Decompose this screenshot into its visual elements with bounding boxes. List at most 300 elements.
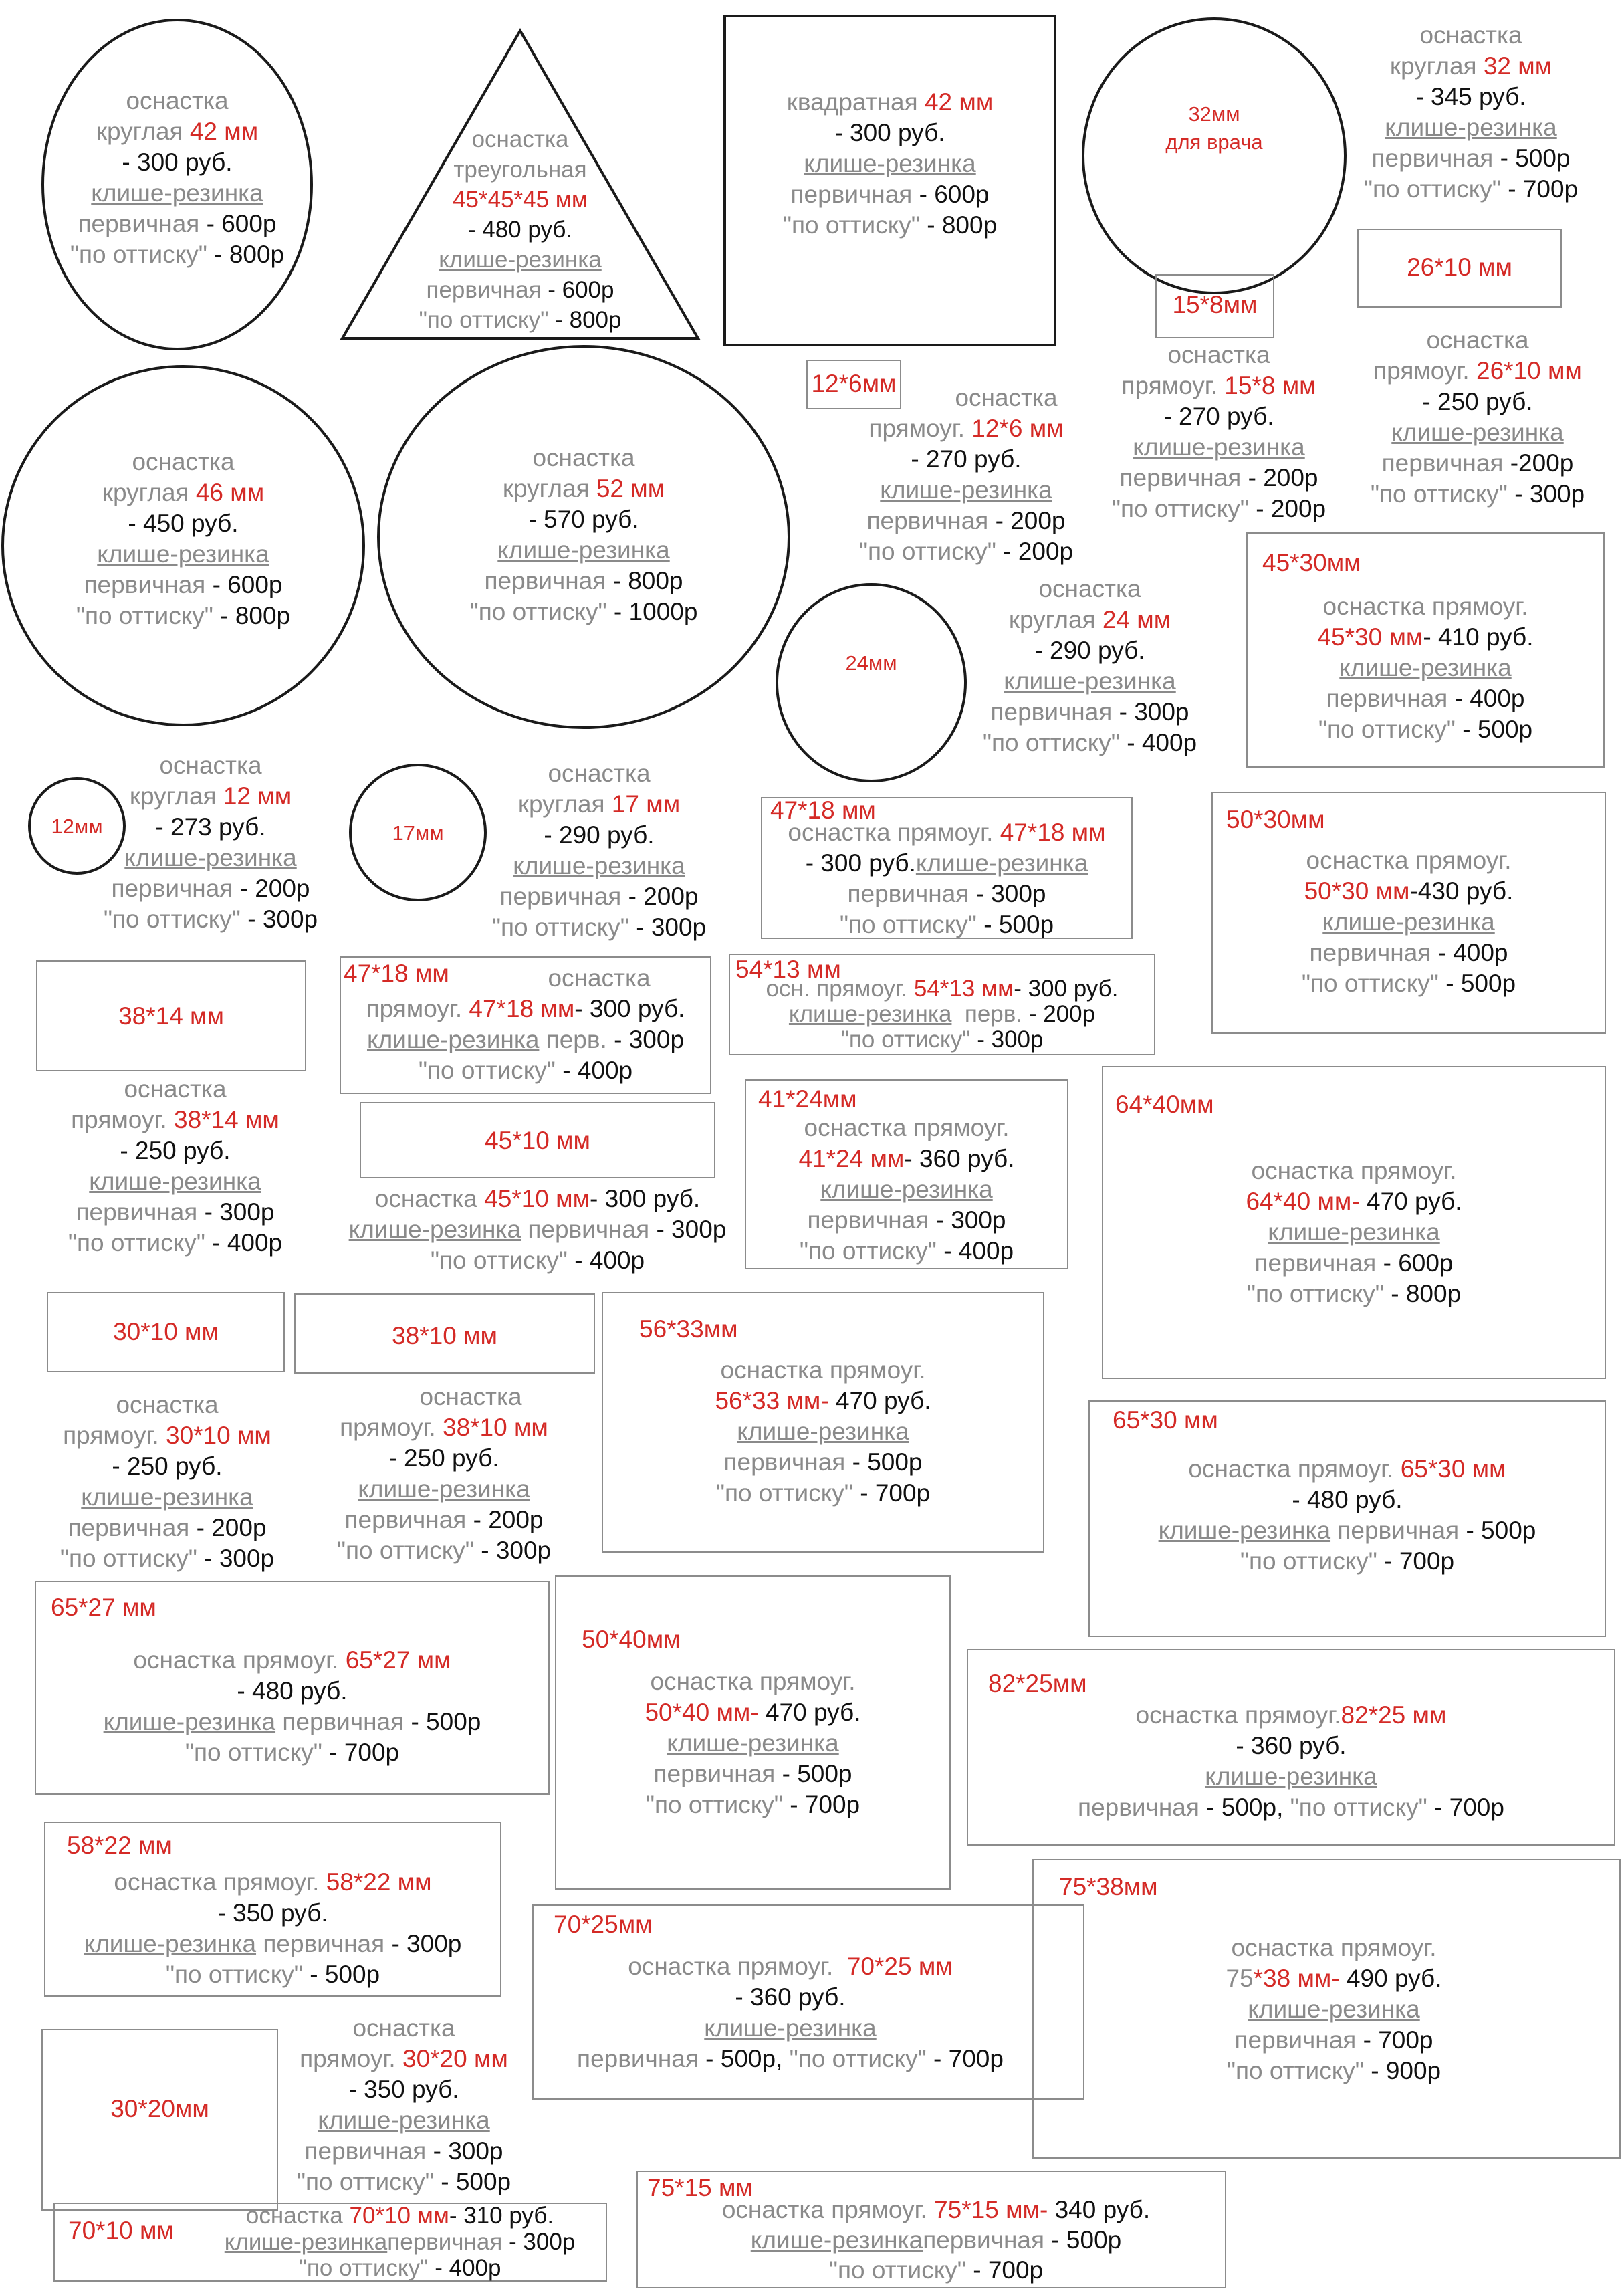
desc-line xyxy=(1090,340,1348,370)
label-58x22: 58*22 мм xyxy=(67,1832,172,1859)
desc-line xyxy=(1,539,365,570)
desc-text: первичная xyxy=(723,1448,846,1476)
desc-line xyxy=(314,1184,761,1214)
desc-text: клише-резинка xyxy=(1339,654,1512,681)
desc-line xyxy=(472,820,726,851)
desc-text: - 450 руб. xyxy=(128,510,239,537)
desc-line xyxy=(100,843,321,873)
desc-line xyxy=(836,383,1096,413)
desc-text: клише-резинка xyxy=(788,1001,952,1027)
desc-line xyxy=(1211,845,1606,876)
desc-text: оснастка xyxy=(471,126,569,152)
desc-text: - 250 руб. xyxy=(120,1137,231,1164)
desc-text: "по оттиску" xyxy=(165,1961,303,1988)
desc-text: клише-резинка xyxy=(737,1418,909,1445)
desc-text: "по оттиску" xyxy=(298,2255,429,2281)
desc-text: - 300р xyxy=(1112,698,1189,726)
desc-text: - 500р xyxy=(845,1448,923,1476)
desc-text: прямоуг. xyxy=(868,415,965,442)
desc-line xyxy=(310,1412,578,1443)
desc-text: 50*30 мм xyxy=(1304,877,1410,905)
label-82x25: 82*25мм xyxy=(988,1670,1087,1697)
desc-text: - 300р xyxy=(606,1026,685,1053)
desc-47x18 xyxy=(761,817,1133,940)
desc-text: - 700р xyxy=(1427,1793,1504,1821)
desc-text: оснастка прямоуг. xyxy=(133,1646,339,1674)
desc-text: - 300р xyxy=(197,1545,275,1572)
desc-text: круглая xyxy=(517,790,605,818)
desc-line xyxy=(270,2074,538,2105)
desc-text: - 270 руб. xyxy=(911,445,1022,473)
desc-text: 47*18 мм xyxy=(1000,819,1106,846)
desc-round-42 xyxy=(41,86,313,270)
desc-line xyxy=(44,1898,501,1929)
desc-text: 70*25 мм xyxy=(846,1953,953,1980)
desc-text: 58*22 мм xyxy=(326,1868,432,1896)
desc-text: "по оттиску" xyxy=(1246,1280,1384,1307)
desc-line xyxy=(270,2136,538,2167)
desc-text: оснастка xyxy=(124,1075,227,1103)
desc-line xyxy=(675,2225,1197,2255)
desc-text: - 300 руб. xyxy=(1014,976,1119,1002)
desc-text: 65*27 мм xyxy=(345,1646,451,1674)
desc-text: клише-резинка xyxy=(103,1708,276,1735)
desc-line xyxy=(1344,356,1611,387)
desc-text: клише-резинка xyxy=(91,179,263,207)
desc-75x38 xyxy=(1070,1933,1598,2086)
desc-text: оснастка прямоуг. xyxy=(628,1953,834,1980)
desc-line xyxy=(340,245,701,275)
desc-text: первичная xyxy=(111,875,233,902)
desc-line xyxy=(963,697,1217,728)
desc-text: - 250 руб. xyxy=(388,1444,499,1472)
desc-line xyxy=(340,994,711,1024)
desc-text: 12*6 мм xyxy=(971,415,1064,442)
desc-65x30 xyxy=(1088,1454,1606,1577)
label-38x14: 38*14 мм xyxy=(118,1002,224,1030)
desc-text: 52 мм xyxy=(596,475,665,502)
desc-text: клише-резинка xyxy=(880,476,1052,504)
desc-line xyxy=(1324,112,1618,143)
label-30x20: 30*20мм xyxy=(110,2095,209,2122)
desc-text: прямоуг. xyxy=(366,995,463,1022)
desc-line xyxy=(532,2044,1048,2074)
desc-text: "по оттиску" xyxy=(1111,495,1249,522)
label-17: 17мм xyxy=(392,821,444,845)
stamp-round-24-outline xyxy=(776,583,967,782)
desc-line xyxy=(1246,653,1605,683)
desc-line xyxy=(186,2229,614,2255)
desc-line xyxy=(35,1645,550,1676)
desc-text: первичная xyxy=(304,2137,427,2165)
desc-30x10 xyxy=(33,1390,301,1574)
desc-text: - 480 руб. xyxy=(1292,1486,1403,1513)
desc-text: - 300 руб. xyxy=(805,849,916,877)
desc-line xyxy=(555,1666,951,1697)
label-70x25: 70*25мм xyxy=(554,1911,653,1938)
desc-text: - 200р xyxy=(1022,1001,1096,1027)
desc-12x6 xyxy=(836,383,1096,567)
desc-text: - 800р xyxy=(1383,1280,1462,1307)
desc-text: 46 мм xyxy=(195,479,265,506)
desc-round-12 xyxy=(100,750,321,935)
desc-text: - 800р xyxy=(606,567,683,594)
desc-text: - 500р xyxy=(976,911,1054,938)
label-12x6: 12*6мм xyxy=(811,370,897,397)
desc-line xyxy=(1246,622,1605,653)
desc-75x15 xyxy=(675,2195,1197,2285)
desc-text: - 700р xyxy=(965,2256,1044,2284)
desc-text: 17 мм xyxy=(611,790,681,818)
desc-text: *38 мм- xyxy=(1253,1965,1340,1992)
desc-text: клише-резинка xyxy=(1322,908,1495,936)
label-12: 12мм xyxy=(51,814,103,838)
desc-line xyxy=(1102,1248,1606,1279)
label-41x24: 41*24мм xyxy=(758,1085,857,1113)
desc-line xyxy=(1,447,365,477)
desc-text: 42 мм xyxy=(924,88,994,116)
desc-line xyxy=(41,1105,309,1135)
desc-line xyxy=(472,789,726,820)
desc-text: - 500р xyxy=(1438,970,1516,997)
desc-line xyxy=(310,1505,578,1535)
desc-line xyxy=(1088,1515,1606,1546)
desc-text: первичная xyxy=(528,1216,650,1243)
desc-line xyxy=(100,750,321,781)
desc-text: клише-резинка xyxy=(1133,433,1305,461)
label-70x10: 70*10 мм xyxy=(68,2217,174,2244)
desc-text: - 480 руб. xyxy=(467,217,573,243)
desc-text: - 200р xyxy=(621,883,699,910)
desc-text: - 700р xyxy=(1500,175,1579,203)
desc-text: - 360 руб. xyxy=(904,1145,1015,1172)
desc-text: клише-резинка xyxy=(915,849,1088,877)
desc-text: - 300 руб. xyxy=(574,995,685,1022)
desc-text: - 200р xyxy=(233,875,310,902)
desc-text: - 400р xyxy=(555,1057,633,1084)
desc-text: круглая xyxy=(1008,606,1096,633)
desc-text: 65*30 мм xyxy=(1400,1455,1506,1483)
desc-line xyxy=(1070,1963,1598,1994)
desc-text: оснастка прямоуг. xyxy=(1135,1701,1341,1729)
desc-line xyxy=(44,1867,501,1898)
label-47x18-b: 47*18 мм xyxy=(344,960,449,987)
desc-text: - 300р xyxy=(628,913,707,941)
desc-text: - 400р xyxy=(1431,939,1508,966)
desc-line xyxy=(310,1535,578,1566)
desc-line xyxy=(44,1929,501,1959)
desc-text: первичная xyxy=(484,567,606,594)
desc-text: 470 руб. xyxy=(828,1387,931,1414)
desc-text: оснастка xyxy=(352,2014,455,2042)
desc-text: - 410 руб. xyxy=(1423,623,1534,651)
desc-line xyxy=(270,2167,538,2197)
desc-line xyxy=(602,1386,1044,1416)
desc-text: "по оттиску" xyxy=(68,1229,205,1257)
desc-text: - 300р xyxy=(426,2137,503,2165)
desc-text: - 570 руб. xyxy=(528,506,639,533)
desc-text: "по оттиску" xyxy=(1290,1793,1427,1821)
desc-text: - 800р xyxy=(919,211,998,239)
desc-text: круглая xyxy=(102,479,189,506)
desc-text: - 200р xyxy=(996,538,1074,565)
desc-38x14 xyxy=(41,1074,309,1259)
desc-line xyxy=(100,781,321,812)
desc-text: - 500р xyxy=(433,2168,511,2195)
desc-text: клише-резинка xyxy=(1391,419,1564,446)
label-75x38: 75*38мм xyxy=(1059,1873,1158,1900)
desc-text: прямоуг. xyxy=(71,1106,167,1133)
desc-text: "по оттиску" xyxy=(858,538,996,565)
desc-line xyxy=(310,1474,578,1505)
desc-text: первичная xyxy=(387,2229,503,2255)
desc-line xyxy=(340,275,701,305)
label-65x27: 65*27 мм xyxy=(51,1594,156,1621)
desc-70x25 xyxy=(532,1951,1048,2074)
desc-text: клише-резинка xyxy=(497,536,670,564)
desc-text: - 200р xyxy=(466,1506,544,1533)
desc-line xyxy=(270,2013,538,2044)
desc-text: "по оттиску" xyxy=(1318,716,1456,743)
desc-text: "по оттиску" xyxy=(336,1537,474,1564)
desc-text: 50*40 мм- xyxy=(645,1699,759,1726)
desc-line xyxy=(1211,938,1606,968)
desc-text: 340 руб. xyxy=(1048,2196,1151,2223)
desc-text: первичная xyxy=(807,1206,929,1234)
desc-line xyxy=(35,1707,550,1737)
desc-text: оснастка прямоуг. xyxy=(788,819,994,846)
desc-text: - 300р xyxy=(473,1537,552,1564)
desc-line xyxy=(340,154,701,185)
desc-text: 45*10 мм xyxy=(484,1185,590,1212)
desc-text: осн. прямоуг. xyxy=(766,976,908,1002)
desc-text: первичная xyxy=(577,2045,699,2072)
desc-line xyxy=(1246,591,1605,622)
desc-text: первичная xyxy=(1309,939,1431,966)
desc-text: первичная xyxy=(790,181,913,208)
desc-text: - 300р xyxy=(970,1026,1044,1053)
desc-text: первичная xyxy=(866,507,989,534)
desc-text: первичная xyxy=(990,698,1113,726)
desc-text: квадратная xyxy=(786,88,918,116)
desc-text: - 500р xyxy=(302,1961,380,1988)
desc-line xyxy=(745,1143,1068,1174)
desc-text: 38*10 мм xyxy=(443,1414,548,1441)
desc-line xyxy=(963,605,1217,635)
desc-text: оснастка прямоуг. xyxy=(1251,1157,1457,1184)
desc-line xyxy=(41,86,313,116)
desc-text: -200р xyxy=(1503,449,1574,477)
desc-line xyxy=(340,1024,711,1055)
desc-line xyxy=(729,976,1155,1002)
desc-round-24 xyxy=(963,574,1217,758)
desc-text: - 350 руб. xyxy=(348,2076,459,2103)
desc-line xyxy=(33,1390,301,1420)
desc-70x10 xyxy=(186,2203,614,2281)
desc-text: первичная xyxy=(1381,449,1504,477)
desc-triangle xyxy=(340,124,701,335)
desc-line xyxy=(1,570,365,601)
desc-text: - 200р xyxy=(988,507,1066,534)
desc-line xyxy=(602,1447,1044,1478)
desc-text: "по оттиску" xyxy=(185,1739,322,1766)
desc-line xyxy=(41,178,313,209)
desc-line xyxy=(340,124,701,154)
desc-line xyxy=(472,851,726,881)
desc-round-46 xyxy=(1,447,365,631)
desc-line xyxy=(675,2255,1197,2285)
desc-text: первичная xyxy=(76,1198,198,1226)
desc-line xyxy=(532,2013,1048,2044)
desc-line xyxy=(310,1443,578,1474)
desc-text: 64*40 мм- xyxy=(1246,1188,1360,1215)
desc-line xyxy=(1102,1279,1606,1309)
desc-text: 32 мм xyxy=(1483,52,1552,80)
desc-text: круглая xyxy=(1389,52,1477,80)
label-30x10: 30*10 мм xyxy=(113,1318,219,1345)
desc-text: оснастка прямоуг. xyxy=(804,1114,1010,1141)
desc-line xyxy=(340,185,701,215)
desc-line xyxy=(1070,2056,1598,2086)
desc-line xyxy=(836,536,1096,567)
desc-text: 56*33 мм- xyxy=(715,1387,829,1414)
desc-line xyxy=(675,2195,1197,2225)
desc-text: 41*24 мм xyxy=(798,1145,905,1172)
desc-text: клише-резинка xyxy=(804,150,976,177)
desc-text: первичная xyxy=(78,210,200,237)
desc-text: оснастка xyxy=(1419,21,1522,49)
desc-text: 54*13 мм xyxy=(913,976,1014,1002)
desc-line xyxy=(836,413,1096,444)
desc-text: - 400р xyxy=(1447,685,1525,712)
desc-line xyxy=(723,118,1056,148)
desc-text: клише-резинка xyxy=(513,852,685,879)
desc-text: - 600р xyxy=(205,571,283,598)
desc-text: "по оттиску" xyxy=(840,1026,971,1053)
desc-text: первичная xyxy=(426,277,542,303)
desc-47x18-b xyxy=(340,963,711,1086)
desc-line xyxy=(1211,876,1606,907)
desc-line xyxy=(1090,370,1348,401)
desc-41x24 xyxy=(745,1113,1068,1267)
desc-text: -430 руб. xyxy=(1409,877,1514,905)
desc-text: клише-резинка xyxy=(1004,667,1176,695)
desc-text: 30*10 мм xyxy=(166,1422,271,1449)
desc-line xyxy=(1070,1994,1598,2025)
desc-line xyxy=(41,1197,309,1228)
desc-text: - 250 руб. xyxy=(1422,388,1533,415)
desc-line xyxy=(761,848,1133,879)
desc-text: - 700р xyxy=(926,2045,1004,2072)
label-26x10: 26*10 мм xyxy=(1407,253,1512,281)
desc-56x33 xyxy=(602,1355,1044,1509)
desc-text: оснастка xyxy=(245,2203,343,2229)
desc-text: "по оттиску" xyxy=(1240,1547,1377,1575)
desc-line xyxy=(963,574,1217,605)
desc-text: оснастка прямоуг. xyxy=(1188,1455,1394,1483)
desc-line xyxy=(1090,432,1348,463)
desc-line xyxy=(1324,174,1618,205)
desc-text: клише-резинка xyxy=(667,1729,839,1757)
desc-line xyxy=(836,506,1096,536)
desc-text: - 500р xyxy=(775,1760,852,1787)
desc-line xyxy=(602,1355,1044,1386)
desc-line xyxy=(729,1027,1155,1053)
desc-text: клише-резинка xyxy=(358,1475,530,1503)
desc-text: оснастка xyxy=(955,384,1058,411)
desc-line xyxy=(967,1761,1615,1792)
desc-text: - 800р xyxy=(548,307,622,333)
desc-line xyxy=(723,210,1056,241)
desc-line xyxy=(33,1482,301,1513)
desc-line xyxy=(33,1420,301,1451)
desc-text: треугольная xyxy=(453,156,587,183)
desc-text: - 500р, xyxy=(1199,1793,1284,1821)
desc-text: - 250 руб. xyxy=(112,1452,223,1480)
desc-line xyxy=(555,1728,951,1759)
desc-line xyxy=(1090,494,1348,524)
desc-text: - 273 руб. xyxy=(155,813,266,841)
desc-text: первичная xyxy=(84,571,206,598)
desc-text: первичная xyxy=(1337,1517,1460,1544)
desc-text: - 700р xyxy=(1377,1547,1455,1575)
desc-text: 42 мм xyxy=(189,118,259,145)
desc-text: - 480 руб. xyxy=(237,1677,348,1705)
desc-line xyxy=(1088,1454,1606,1485)
desc-text: - 300р xyxy=(502,2229,576,2255)
desc-line xyxy=(41,239,313,270)
desc-text: - 290 руб. xyxy=(1034,637,1145,664)
desc-text: 70*10 мм xyxy=(349,2203,449,2229)
desc-text: - 500р xyxy=(1455,716,1533,743)
desc-text: клише-резинка xyxy=(124,844,297,871)
desc-text: "по оттиску" xyxy=(1226,2057,1364,2084)
desc-text: первичная xyxy=(923,2226,1045,2254)
desc-line xyxy=(472,912,726,943)
desc-line xyxy=(602,1416,1044,1447)
label-45x30: 45*30мм xyxy=(1262,549,1361,576)
desc-text: - 700р xyxy=(1356,2026,1433,2054)
desc-text: "по оттиску" xyxy=(296,2168,434,2195)
desc-text: 15*8 мм xyxy=(1224,372,1316,399)
desc-line xyxy=(100,873,321,904)
desc-text: оснастка xyxy=(116,1391,219,1418)
desc-text: - 350 руб. xyxy=(217,1899,328,1927)
label-50x30: 50*30мм xyxy=(1226,806,1325,833)
desc-text: прямоуг. xyxy=(63,1422,159,1449)
desc-line xyxy=(1344,448,1611,479)
desc-text: оснастка xyxy=(374,1185,477,1212)
desc-line xyxy=(44,1959,501,1990)
desc-line xyxy=(377,566,790,596)
desc-text: - 700р xyxy=(322,1739,400,1766)
desc-line xyxy=(377,596,790,627)
desc-line xyxy=(310,1382,578,1412)
desc-line xyxy=(1246,714,1605,745)
desc-45x10 xyxy=(314,1184,761,1276)
desc-text: клише-резинка xyxy=(1268,1218,1440,1246)
desc-text: первичная xyxy=(499,883,622,910)
desc-text: - 400р xyxy=(428,2255,501,2281)
desc-82x25 xyxy=(967,1700,1615,1823)
desc-text: перв. xyxy=(539,1026,607,1053)
desc-text: - 300р xyxy=(969,880,1046,907)
label-38x10: 38*10 мм xyxy=(392,1322,497,1349)
desc-text: - 600р xyxy=(199,210,277,237)
desc-line xyxy=(1088,1485,1606,1515)
desc-line xyxy=(723,148,1056,179)
desc-line xyxy=(1344,325,1611,356)
